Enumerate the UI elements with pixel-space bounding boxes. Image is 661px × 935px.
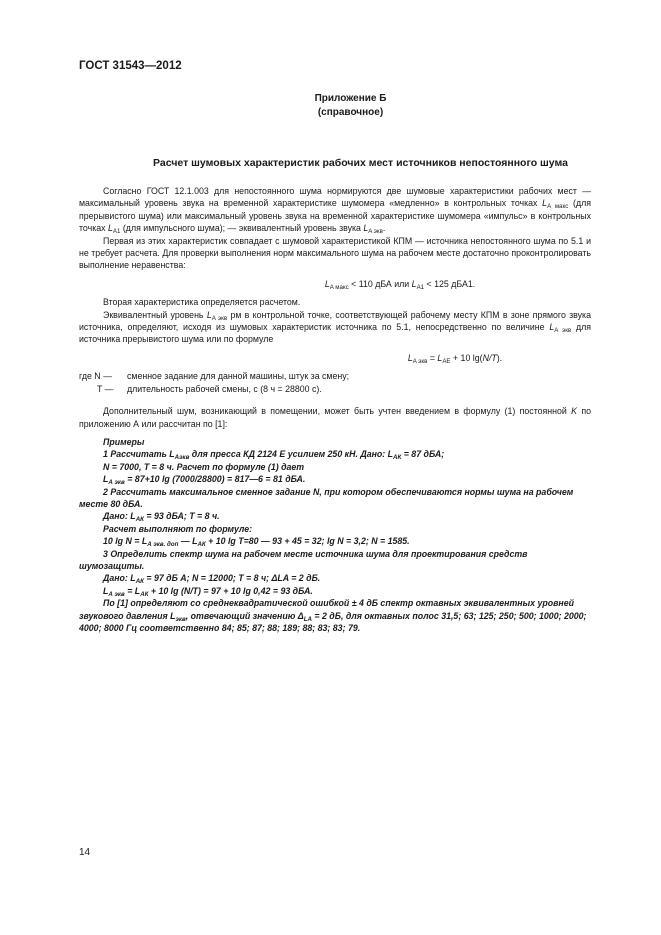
text-run: = 93 дБА; Т = 8 ч.: [143, 511, 220, 522]
definition-text: длительность рабочей смены, с (8 ч = 28800 с).: [127, 383, 322, 394]
definition-t: [79, 383, 591, 395]
annex-title: Приложение Б: [314, 93, 387, 104]
text-run: — L: [178, 536, 198, 547]
subscript: LA: [303, 615, 312, 623]
text-run: .: [382, 223, 386, 234]
text-run: L: [103, 585, 109, 596]
example-line: [79, 585, 591, 597]
example-line: [79, 597, 591, 634]
text-run: Дано: L: [103, 511, 136, 522]
subscript: экв: [175, 615, 186, 623]
example-line: 2 Рассчитать максимальное сменное задание N, при котором обеспечиваются нормы шума на рабочем месте 80 дБА.: [79, 486, 574, 509]
subscript: A экв: [211, 314, 228, 322]
text-run: (для импульсного шума); — эквивалентный уровень звука: [120, 223, 364, 234]
subscript: A экв: [412, 357, 428, 365]
subscript: АК: [393, 454, 402, 462]
example-line: 3 Определить спектр шума на рабочем месте источника шума для проектирования средств шумозащиты.: [79, 548, 528, 571]
examples-heading: Примеры: [103, 436, 145, 447]
definition-n: [79, 370, 591, 382]
text-run: = 97 дБ А; N = 12000; T = 8 ч; ΔLA = 2 дБ.: [143, 573, 321, 584]
text-run: , отвечающий значению Δ: [185, 610, 304, 621]
document-body: [79, 185, 591, 634]
text-run: L: [407, 352, 413, 363]
text-run: 1 Рассчитать L: [103, 449, 175, 460]
page-number: 14: [79, 847, 91, 858]
text-run: Дано: L: [103, 573, 136, 584]
text-run: L: [437, 352, 443, 363]
text-run: L: [206, 309, 212, 320]
subscript: A макс: [329, 283, 349, 291]
subscript: A макс: [547, 203, 569, 211]
subscript: А экв: [108, 590, 125, 598]
formula-2: [79, 352, 591, 364]
subscript: AE: [442, 357, 451, 365]
definition-symbol: где N —: [79, 371, 112, 382]
text-run: L: [103, 474, 109, 485]
text-run: L: [549, 322, 555, 333]
definition-symbol: T —: [97, 383, 114, 394]
subscript: A экв: [368, 228, 383, 236]
formula-1: [79, 278, 591, 290]
text-run: По [1] определяют со среднеквадратической ошибкой ± 4 дБ спектр октавных эквивалентных уровней звукового давления L: [79, 598, 574, 621]
annex-block: [0, 92, 661, 120]
subscript: A экв: [554, 327, 572, 335]
text-run: < 125 дБА1.: [424, 278, 476, 289]
definition-text: сменное задание для данной машины, штук за смену;: [127, 371, 350, 382]
text-run: (для прерывистого шума) или максимальный уровень звука на временной характеристике шумомера «импульс» в контрольных точках: [79, 198, 591, 234]
example-line: [79, 473, 591, 485]
text-run: Дополнительный шум, возникающий в помещении, может быть учтен введением в формулу (1) постоянной: [103, 406, 572, 417]
text-run: 10 lg N = L: [103, 536, 148, 547]
paragraph-4: [79, 309, 591, 346]
text-run: рм в контрольной точке, соответствующей рабочему месту КПМ в зоне прямого звука источника, определяют, исходя из шумовых характеристик источника по 5.1, непосредственно по величине: [79, 309, 591, 333]
subscript: АК: [135, 516, 144, 524]
text-run: + 10 lg(: [450, 352, 483, 363]
text-run: Эквивалентный уровень: [103, 309, 207, 320]
text-run: по приложению А или рассчитан по [1]:: [79, 406, 591, 429]
text-run: < 110 дБА или: [348, 278, 412, 289]
examples-block: [79, 436, 591, 635]
text-run: K: [571, 406, 578, 417]
subscript: Аэкв: [174, 454, 190, 462]
text-run: L: [542, 198, 548, 209]
text-run: = L: [124, 585, 141, 596]
subscript: A1: [112, 228, 121, 236]
section-title: Расчет шумовых характеристик рабочих мест источников непостоянного шума: [153, 157, 568, 169]
text-run: для источника прерывистого шума или по формуле: [79, 322, 591, 345]
subscript: АК: [197, 541, 206, 549]
text-run: = 2 дБ, для октавных полос 31,5; 63; 125; 250; 500; 1000; 2000; 4000; 8000 Гц соответственно 84; 85; 87; 88; 189; 88; 83; 83; 79.: [79, 610, 587, 633]
text-run: L: [324, 278, 330, 289]
subscript: АК: [140, 590, 149, 598]
paragraph-3: Вторая характеристика определяется расчетом.: [103, 297, 301, 308]
example-line: [79, 535, 591, 547]
text-run: = 87 дБА;: [401, 449, 445, 460]
subscript: A1: [416, 283, 425, 291]
example-line: N = 7000, T = 8 ч. Расчет по формуле (1) дает: [103, 461, 305, 472]
annex-subtitle: (справочное): [317, 107, 384, 118]
subscript: А экв. доп: [147, 541, 179, 549]
text-run: L: [363, 223, 369, 234]
example-line: [79, 510, 591, 522]
text-run: Согласно ГОСТ 12.1.003 для непостоянного шума нормируются две шумовые характеристики рабочих мест — максимальный уровень звука на временной характеристике шумомера «медленно» в контрольных точках: [79, 186, 591, 209]
text-run: =: [427, 352, 438, 363]
text-run: L: [108, 223, 113, 234]
text-run: = 87+10 lg (7000/28800) = 817—6 = 81 дБА.: [124, 474, 306, 485]
text-run: + 10 lg (N/T) = 97 + 10 lg 0,42 = 93 дБА.: [148, 585, 313, 596]
document-header: ГОСТ 31543—2012: [79, 60, 182, 72]
text-run: для пресса КД 2124 Е усилием 250 кН. Дано: L: [189, 449, 394, 460]
example-line: Расчет выполняют по формуле:: [103, 523, 253, 534]
text-run: L: [411, 278, 417, 289]
subscript: А экв: [108, 479, 125, 487]
example-line: [79, 448, 591, 460]
text-run: + 10 lg T=80 — 93 + 45 = 32; lg N = 3,2; N = 1585.: [205, 536, 410, 547]
text-run: N/T: [482, 352, 497, 363]
text-run: ).: [496, 352, 503, 363]
example-line: [79, 572, 591, 584]
definitions: [79, 370, 591, 395]
paragraph-2: Первая из этих характеристик совпадает с шумовой характеристикой КПМ — источника непостоянного шума по 5.1 и не требует расчета. Для проверки выполнения норм максимального шума на рабочем месте достаточно проконтролировать выполнение неравенства:: [79, 235, 591, 271]
subscript: АК: [135, 578, 144, 586]
paragraph-5: [79, 405, 591, 430]
paragraph-1: [79, 185, 591, 235]
